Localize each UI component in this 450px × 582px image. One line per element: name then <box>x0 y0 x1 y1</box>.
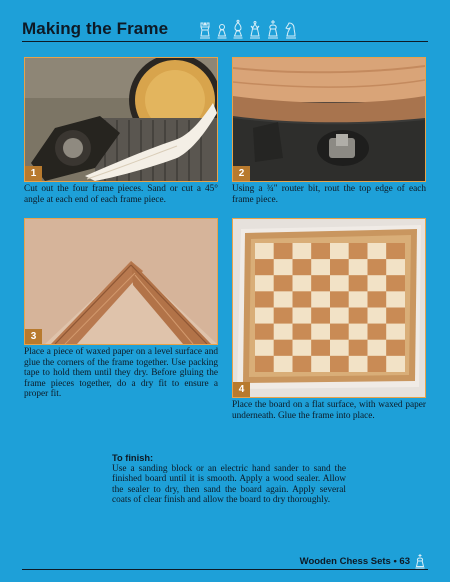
finish-text: Use a sanding block or an electric hand sander to sand the finished board until it is smooth. Apply a wood sealer. Allow the sealer to dry, then sand the board again. Apply several coats of clear finish and allow the board to dry thoroughly. <box>112 463 346 506</box>
board-square <box>311 308 330 324</box>
step-1-caption: Cut out the four frame pieces. Sand or cut a 45° angle at each end of each frame piece. <box>24 184 218 205</box>
king-icon <box>414 553 426 569</box>
board-square <box>368 275 387 291</box>
board-square <box>330 243 349 259</box>
board-square <box>255 291 274 307</box>
board-square <box>386 243 405 259</box>
step-badge-4: 4 <box>233 382 250 397</box>
board-square <box>368 243 387 259</box>
board-square <box>274 243 293 259</box>
board-square <box>274 324 293 340</box>
photo-1 <box>24 57 218 182</box>
step-2-caption: Using a ¾" router bit, rout the top edge of each frame piece. <box>232 184 426 205</box>
board-square <box>311 324 330 340</box>
board-square <box>255 356 274 372</box>
board-square <box>386 259 405 275</box>
footer-rule <box>22 569 428 570</box>
page-header <box>22 19 428 43</box>
board-square <box>293 291 312 307</box>
board-square <box>386 324 405 340</box>
board-square <box>386 340 405 356</box>
board-square <box>274 291 293 307</box>
queen-icon <box>248 19 262 39</box>
board-square <box>255 324 274 340</box>
king-icon <box>266 19 280 39</box>
photo-3-image <box>25 219 217 344</box>
chess-pieces-decoration <box>198 19 298 39</box>
board-square <box>349 340 368 356</box>
board-square <box>349 291 368 307</box>
board-square <box>293 308 312 324</box>
bishop-icon <box>232 19 244 39</box>
footer-page-number: 63 <box>399 556 410 567</box>
photo-4 <box>232 218 426 398</box>
board-square <box>274 340 293 356</box>
rook-icon <box>198 19 212 39</box>
chessboard <box>255 243 405 372</box>
board-square <box>368 324 387 340</box>
board-square <box>311 291 330 307</box>
board-square <box>330 275 349 291</box>
board-square <box>330 308 349 324</box>
board-square <box>293 324 312 340</box>
board-square <box>293 259 312 275</box>
board-square <box>349 275 368 291</box>
board-square <box>311 356 330 372</box>
board-square <box>368 308 387 324</box>
board-square <box>311 340 330 356</box>
board-square <box>293 356 312 372</box>
board-square <box>330 356 349 372</box>
footer-text <box>300 556 410 567</box>
step-badge-1: 1 <box>25 166 42 181</box>
header-rule <box>22 41 428 42</box>
board-square <box>274 356 293 372</box>
board-square <box>330 291 349 307</box>
board-square <box>311 259 330 275</box>
board-square <box>330 259 349 275</box>
board-square <box>368 259 387 275</box>
knight-icon <box>284 19 298 39</box>
board-square <box>386 291 405 307</box>
footer-book-title: Wooden Chess Sets <box>299 556 391 567</box>
photo-4-image <box>233 219 425 397</box>
step-4-caption: Place the board on a flat surface, with waxed paper underneath. Glue the frame into place. <box>232 400 426 421</box>
board-square <box>293 275 312 291</box>
photo-2 <box>232 57 426 182</box>
pawn-icon <box>216 19 228 39</box>
finish-section <box>112 453 346 506</box>
board-square <box>311 243 330 259</box>
finish-heading: To finish: <box>112 453 154 463</box>
board-square <box>368 291 387 307</box>
board-square <box>255 275 274 291</box>
board-square <box>293 340 312 356</box>
footer-separator: • <box>393 556 397 567</box>
board-square <box>386 356 405 372</box>
board-square <box>368 340 387 356</box>
board-square <box>386 275 405 291</box>
board-square <box>293 243 312 259</box>
board-square <box>274 275 293 291</box>
board-square <box>255 308 274 324</box>
step-badge-2: 2 <box>233 166 250 181</box>
board-square <box>386 308 405 324</box>
board-square <box>349 259 368 275</box>
photo-3 <box>24 218 218 345</box>
board-square <box>330 340 349 356</box>
step-3-caption: Place a piece of waxed paper on a level surface and glue the corners of the frame together. Use packing tape to hold them until they dry. Before gluing the frame pieces together, do a dry fit to ensure a proper fit. <box>24 347 218 400</box>
board-square <box>349 308 368 324</box>
board-square <box>330 324 349 340</box>
board-square <box>255 340 274 356</box>
page-footer <box>22 553 428 573</box>
page-title: Making the Frame <box>22 19 169 38</box>
photo-2-image <box>233 58 425 181</box>
board-square <box>255 259 274 275</box>
board-square <box>255 243 274 259</box>
board-square <box>274 308 293 324</box>
board-square <box>274 259 293 275</box>
board-square <box>349 243 368 259</box>
photo-1-image <box>25 58 217 181</box>
board-square <box>311 275 330 291</box>
step-badge-3: 3 <box>25 329 42 344</box>
board-square <box>349 356 368 372</box>
board-square <box>349 324 368 340</box>
board-square <box>368 356 387 372</box>
